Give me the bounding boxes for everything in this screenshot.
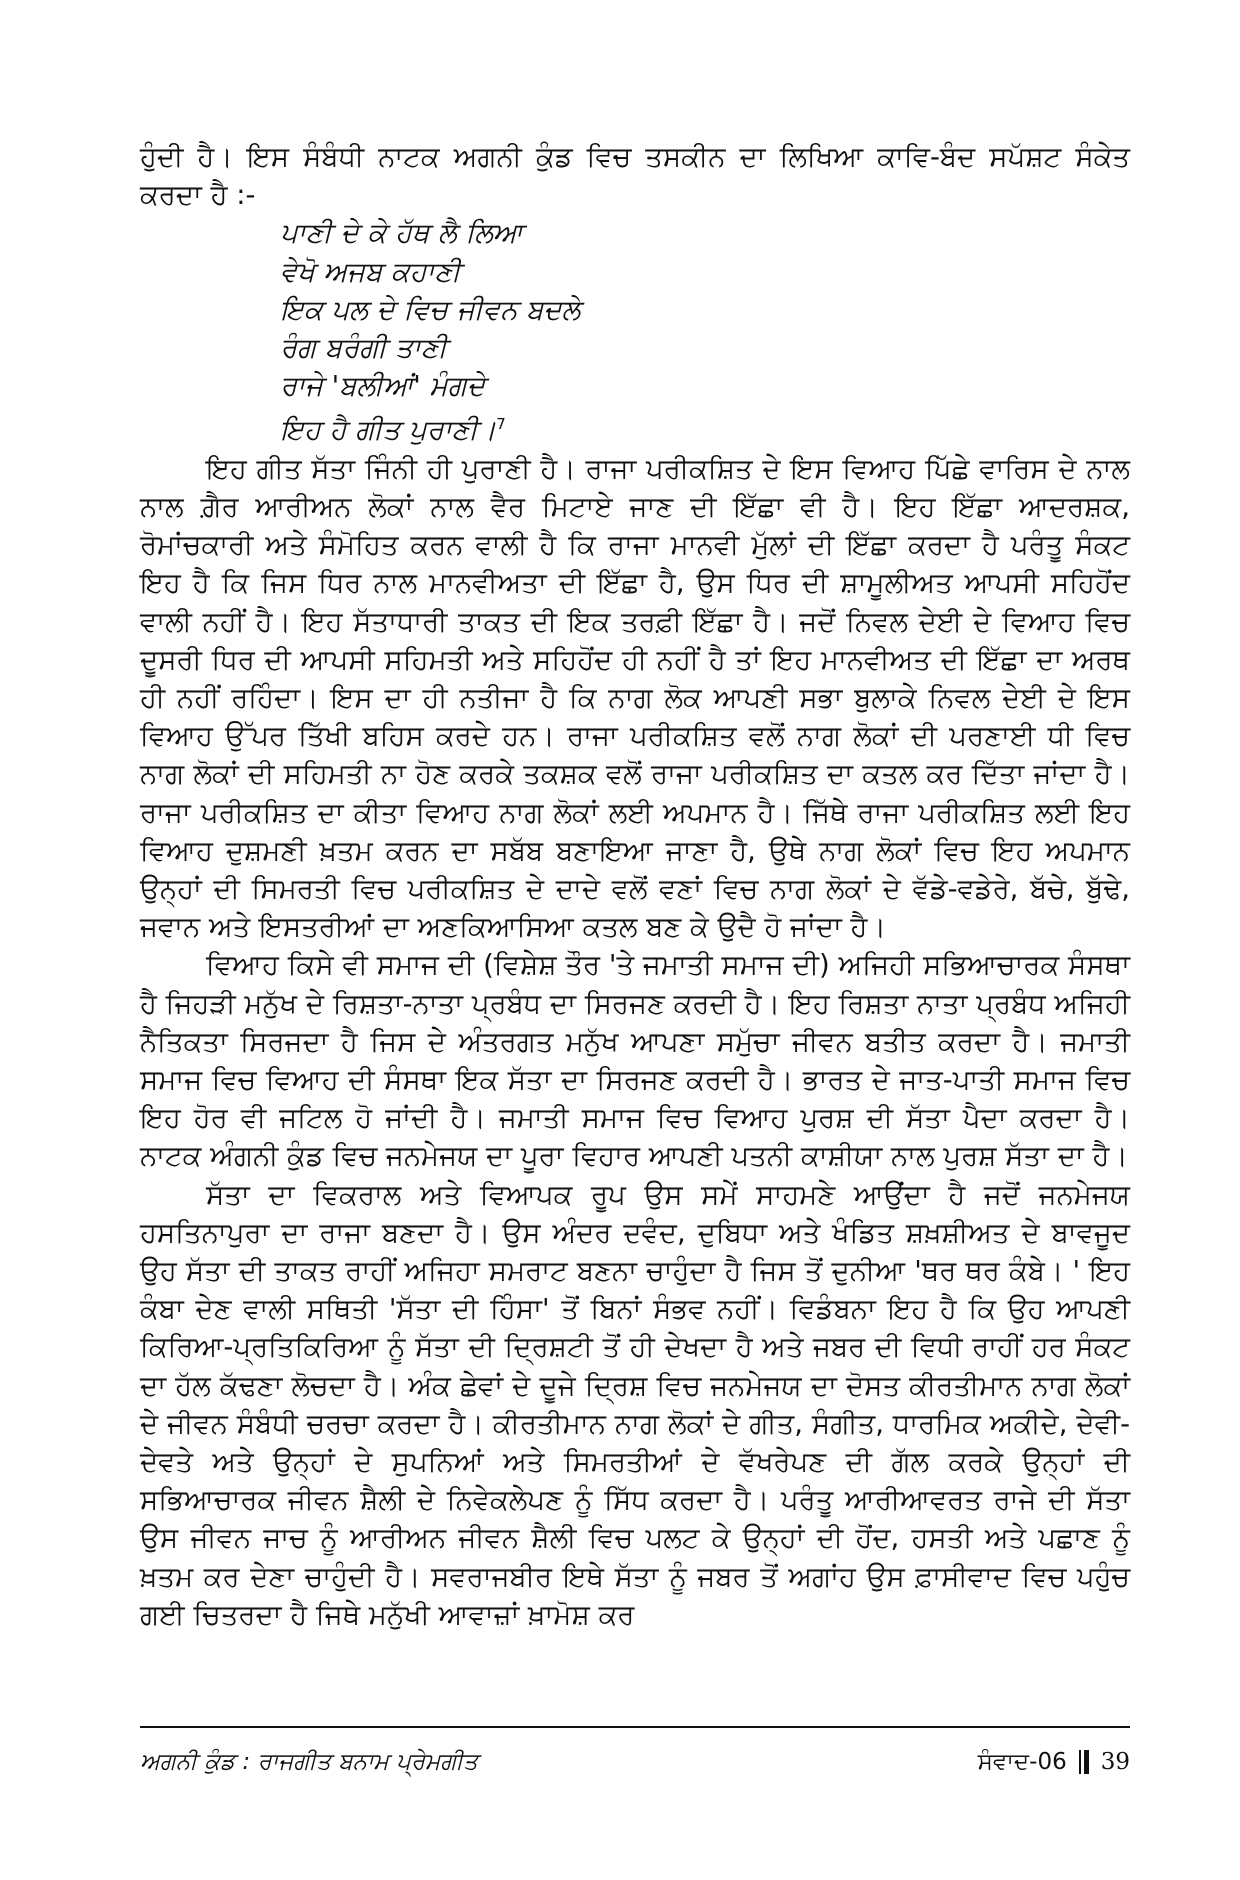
running-title: ਅਗਨੀ ਕੁੰਡ : ਰਾਜਗੀਤ ਬਨਾਮ ਪ੍ਰੇਮਗੀਤ [140, 1749, 478, 1775]
body-paragraph: ਸੱਤਾ ਦਾ ਵਿਕਰਾਲ ਅਤੇ ਵਿਆਪਕ ਰੂਪ ਉਸ ਸਮੇਂ ਸਾਹਮਣੇ ਆਉਂਦਾ ਹੈ ਜਦੋਂ ਜਨਮੇਜਯ ਹਸਤਿਨਾਪੁਰਾ ਦਾ ਰਾਜਾ ਬਣਦਾ ਹੈ। ਉਸ ਅੰਦਰ ਦਵੰਦ, ਦੁਬਿਧਾ ਅਤੇ ਖੰਡਿਤ ਸ਼ਖ਼ਸ਼ੀਅਤ ਦੇ ਬਾਵਜੂਦ ਉਹ ਸੱਤਾ ਦੀ ਤਾਕਤ ਰਾਹੀਂ ਅਜਿਹਾ ਸਮਰਾਟ ਬਣਨਾ ਚਾਹੁੰਦਾ ਹੈ ਜਿਸ ਤੋਂ ਦੁਨੀਆ 'ਥਰ ਥਰ ਕੰਬੇ। ' ਇਹ ਕੰਬਾ ਦੇਣ ਵਾਲੀ ਸਥਿਤੀ 'ਸੱਤਾ ਦੀ ਹਿੰਸਾ' ਤੋਂ ਬਿਨਾਂ ਸੰਭਵ ਨਹੀਂ। ਵਿਡੰਬਨਾ ਇਹ ਹੈ ਕਿ ਉਹ ਆਪਣੀ ਕਿਰਿਆ-ਪ੍ਰਤਿਕਿਰਿਆ ਨੂੰ ਸੱਤਾ ਦੀ ਦ੍ਰਿਸ਼ਟੀ ਤੋਂ ਹੀ ਦੇਖਦਾ ਹੈ ਅਤੇ ਜਬਰ ਦੀ ਵਿਧੀ ਰਾਹੀਂ ਹਰ ਸੰਕਟ ਦਾ ਹੱਲ ਕੱਢਣਾ ਲੋਚਦਾ ਹੈ। ਅੰਕ ਛੇਵਾਂ ਦੇ ਦੂਜੇ ਦ੍ਰਿਸ਼ ਵਿਚ ਜਨਮੇਜਯ ਦਾ ਦੋਸਤ ਕੀਰਤੀਮਾਨ ਨਾਗ ਲੋਕਾਂ ਦੇ ਜੀਵਨ ਸੰਬੰਧੀ ਚਰਚਾ ਕਰਦਾ ਹੈ। ਕੀਰਤੀਮਾਨ ਨਾਗ ਲੋਕਾਂ ਦੇ ਗੀਤ, ਸੰਗੀਤ, ਧਾਰਮਿਕ ਅਕੀਦੇ, ਦੇਵੀ-ਦੇਵਤੇ ਅਤੇ ਉਨ੍ਹਾਂ ਦੇ ਸੁਪਨਿਆਂ ਅਤੇ ਸਿਮਰਤੀਆਂ ਦੇ ਵੱਖਰੇਪਣ ਦੀ ਗੱਲ ਕਰਕੇ ਉਨ੍ਹਾਂ ਦੀ ਸਭਿਆਚਾਰਕ ਜੀਵਨ ਸ਼ੈਲੀ ਦੇ ਨਿਵੇਕਲੇਪਣ ਨੂੰ ਸਿੱਧ ਕਰਦਾ ਹੈ। ਪਰੰਤੂ ਆਰੀਆਵਰਤ ਰਾਜੇ ਦੀ ਸੱਤਾ ਉਸ ਜੀਵਨ ਜਾਚ ਨੂੰ ਆਰੀਅਨ ਜੀਵਨ ਸ਼ੈਲੀ ਵਿਚ ਪਲਟ ਕੇ ਉਨ੍ਹਾਂ ਦੀ ਹੋਂਦ, ਹਸਤੀ ਅਤੇ ਪਛਾਣ ਨੂੰ ਖ਼ਤਮ ਕਰ ਦੇਣਾ ਚਾਹੁੰਦੀ ਹੈ। ਸਵਰਾਜਬੀਰ ਇਥੇ ਸੱਤਾ ਨੂੰ ਜਬਰ ਤੋਂ ਅਗਾਂਹ ਉਸ ਫ਼ਾਸੀਵਾਦ ਵਿਚ ਪਹੁੰਚ ਗਈ ਚਿਤਰਦਾ ਹੈ ਜਿਥੇ ਮਨੁੱਖੀ ਆਵਾਜ਼ਾਂ ਖ਼ਾਮੋਸ਼ ਕਰ [140, 1178, 1130, 1631]
poem-line: ਰਾਜੇ 'ਬਲੀਆਂ' ਮੰਗਦੇ [280, 370, 485, 403]
bar-thick [1084, 1750, 1089, 1774]
footer-meta [978, 1742, 1130, 1782]
journal-name: ਸੰਵਾਦ-06 [977, 1749, 1067, 1775]
footnote-marker[interactable]: 7 [496, 415, 506, 434]
poem-line: ਇਕ ਪਲ ਦੇ ਵਿਚ ਜੀਵਨ ਬਦਲੇ [280, 293, 581, 326]
double-bar-icon [1079, 1750, 1089, 1774]
page-body [140, 138, 1130, 1634]
intro-paragraph: ਹੁੰਦੀ ਹੈ। ਇਸ ਸੰਬੰਧੀ ਨਾਟਕ ਅਗਨੀ ਕੁੰਡ ਵਿਚ ਤਸਕੀਨ ਦਾ ਲਿਖਿਆ ਕਾਵਿ-ਬੰਦ ਸਪੱਸ਼ਟ ਸੰਕੇਤ ਕਰਦਾ ਹੈ :- [140, 141, 1130, 212]
poem-block [140, 214, 1130, 449]
page-number: 39 [1100, 1749, 1130, 1775]
body-paragraph: ਇਹ ਗੀਤ ਸੱਤਾ ਜਿੰਨੀ ਹੀ ਪੁਰਾਣੀ ਹੈ। ਰਾਜਾ ਪਰੀਕਸ਼ਿਤ ਦੇ ਇਸ ਵਿਆਹ ਪਿੱਛੇ ਵਾਰਿਸ ਦੇ ਨਾਲ ਨਾਲ ਗ਼ੈਰ ਆਰੀਅਨ ਲੋਕਾਂ ਨਾਲ ਵੈਰ ਮਿਟਾਏ ਜਾਣ ਦੀ ਇੱਛਾ ਵੀ ਹੈ। ਇਹ ਇੱਛਾ ਆਦਰਸ਼ਕ, ਰੋਮਾਂਚਕਾਰੀ ਅਤੇ ਸੰਮੋਹਿਤ ਕਰਨ ਵਾਲੀ ਹੈ ਕਿ ਰਾਜਾ ਮਾਨਵੀ ਮੁੱਲਾਂ ਦੀ ਇੱਛਾ ਕਰਦਾ ਹੈ ਪਰੰਤੂ ਸੰਕਟ ਇਹ ਹੈ ਕਿ ਜਿਸ ਧਿਰ ਨਾਲ ਮਾਨਵੀਅਤਾ ਦੀ ਇੱਛਾ ਹੈ, ਉਸ ਧਿਰ ਦੀ ਸ਼ਾਮੂਲੀਅਤ ਆਪਸੀ ਸਹਿਹੋਂਦ ਵਾਲੀ ਨਹੀਂ ਹੈ। ਇਹ ਸੱਤਾਧਾਰੀ ਤਾਕਤ ਦੀ ਇਕ ਤਰਫ਼ੀ ਇੱਛਾ ਹੈ। ਜਦੋਂ ਨਿਵਲ ਦੇਈ ਦੇ ਵਿਆਹ ਵਿਚ ਦੂਸਰੀ ਧਿਰ ਦੀ ਆਪਸੀ ਸਹਿਮਤੀ ਅਤੇ ਸਹਿਹੋਂਦ ਹੀ ਨਹੀਂ ਹੈ ਤਾਂ ਇਹ ਮਾਨਵੀਅਤ ਦੀ ਇੱਛਾ ਦਾ ਅਰਥ ਹੀ ਨਹੀਂ ਰਹਿੰਦਾ। ਇਸ ਦਾ ਹੀ ਨਤੀਜਾ ਹੈ ਕਿ ਨਾਗ ਲੋਕ ਆਪਣੀ ਸਭਾ ਬੁਲਾਕੇ ਨਿਵਲ ਦੇਈ ਦੇ ਇਸ ਵਿਆਹ ਉੱਪਰ ਤਿੱਖੀ ਬਹਿਸ ਕਰਦੇ ਹਨ। ਰਾਜਾ ਪਰੀਕਸ਼ਿਤ ਵਲੋਂ ਨਾਗ ਲੋਕਾਂ ਦੀ ਪਰਣਾਈ ਧੀ ਵਿਚ ਨਾਗ ਲੋਕਾਂ ਦੀ ਸਹਿਮਤੀ ਨਾ ਹੋਣ ਕਰਕੇ ਤਕਸ਼ਕ ਵਲੋਂ ਰਾਜਾ ਪਰੀਕਸ਼ਿਤ ਦਾ ਕਤਲ ਕਰ ਦਿੱਤਾ ਜਾਂਦਾ ਹੈ। ਰਾਜਾ ਪਰੀਕਸ਼ਿਤ ਦਾ ਕੀਤਾ ਵਿਆਹ ਨਾਗ ਲੋਕਾਂ ਲਈ ਅਪਮਾਨ ਹੈ। ਜਿੱਥੇ ਰਾਜਾ ਪਰੀਕਸ਼ਿਤ ਲਈ ਇਹ ਵਿਆਹ ਦੁਸ਼ਮਣੀ ਖ਼ਤਮ ਕਰਨ ਦਾ ਸਬੱਬ ਬਣਾਇਆ ਜਾਣਾ ਹੈ, ਉਥੇ ਨਾਗ ਲੋਕਾਂ ਵਿਚ ਇਹ ਅਪਮਾਨ ਉਨ੍ਹਾਂ ਦੀ ਸਿਮਰਤੀ ਵਿਚ ਪਰੀਕਸ਼ਿਤ ਦੇ ਦਾਦੇ ਵਲੋਂ ਵਣਾਂ ਵਿਚ ਨਾਗ ਲੋਕਾਂ ਦੇ ਵੱਡੇ-ਵਡੇਰੇ, ਬੱਚੇ, ਬੁੱਢੇ, ਜਵਾਨ ਅਤੇ ਇਸਤਰੀਆਂ ਦਾ ਅਣਕਿਆਸਿਆ ਕਤਲ ਬਣ ਕੇ ਉਦੈ ਹੋ ਜਾਂਦਾ ਹੈ। [140, 452, 1130, 944]
bar-thin [1079, 1750, 1081, 1774]
page-footer [140, 1742, 1130, 1782]
poem-last-line [280, 405, 1130, 449]
body-paragraph: ਵਿਆਹ ਕਿਸੇ ਵੀ ਸਮਾਜ ਦੀ (ਵਿਸ਼ੇਸ਼ ਤੌਰ 'ਤੇ ਜਮਾਤੀ ਸਮਾਜ ਦੀ) ਅਜਿਹੀ ਸਭਿਆਚਾਰਕ ਸੰਸਥਾ ਹੈ ਜਿਹੜੀ ਮਨੁੱਖ ਦੇ ਰਿਸ਼ਤਾ-ਨਾਤਾ ਪ੍ਰਬੰਧ ਦਾ ਸਿਰਜਣ ਕਰਦੀ ਹੈ। ਇਹ ਰਿਸ਼ਤਾ ਨਾਤਾ ਪ੍ਰਬੰਧ ਅਜਿਹੀ ਨੈਤਿਕਤਾ ਸਿਰਜਦਾ ਹੈ ਜਿਸ ਦੇ ਅੰਤਰਗਤ ਮਨੁੱਖ ਆਪਣਾ ਸਮੁੱਚਾ ਜੀਵਨ ਬਤੀਤ ਕਰਦਾ ਹੈ। ਜਮਾਤੀ ਸਮਾਜ ਵਿਚ ਵਿਆਹ ਦੀ ਸੰਸਥਾ ਇਕ ਸੱਤਾ ਦਾ ਸਿਰਜਣ ਕਰਦੀ ਹੈ। ਭਾਰਤ ਦੇ ਜਾਤ-ਪਾਤੀ ਸਮਾਜ ਵਿਚ ਇਹ ਹੋਰ ਵੀ ਜਟਿਲ ਹੋ ਜਾਂਦੀ ਹੈ। ਜਮਾਤੀ ਸਮਾਜ ਵਿਚ ਵਿਆਹ ਪੁਰਸ਼ ਦੀ ਸੱਤਾ ਪੈਦਾ ਕਰਦਾ ਹੈ। ਨਾਟਕ ਅੰਗਨੀ ਕੁੰਡ ਵਿਚ ਜਨਮੇਜਯ ਦਾ ਪੂਰਾ ਵਿਹਾਰ ਆਪਣੀ ਪਤਨੀ ਕਾਸ਼ੀਯਾ ਨਾਲ ਪੁਰਸ਼ ਸੱਤਾ ਦਾ ਹੈ। [140, 949, 1130, 1173]
poem-line: ਵੇਖੋ ਅਜਬ ਕਹਾਣੀ [280, 255, 461, 288]
footer-divider [140, 1726, 1130, 1728]
poem-line: ਪਾਣੀ ਦੇ ਕੇ ਹੱਥ ਲੈ ਲਿਆ [280, 217, 523, 250]
poem-line-text: ਇਹ ਹੈ ਗੀਤ ਪੁਰਾਣੀ। [280, 414, 497, 447]
poem-line: ਰੰਗ ਬਰੰਗੀ ਤਾਣੀ [280, 332, 447, 365]
